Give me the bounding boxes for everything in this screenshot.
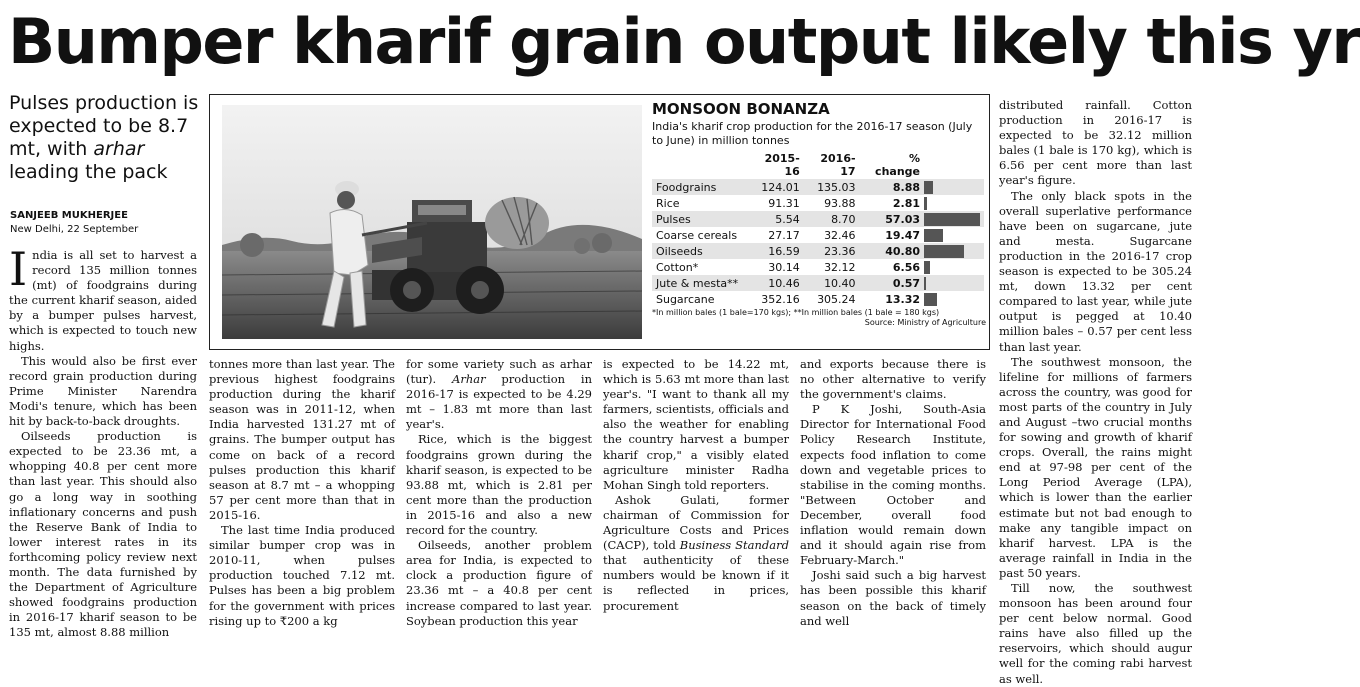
change-bar	[924, 197, 927, 210]
paragraph: This would also be first ever record grain production during Prime Minister Narendra Modi's tenure, which has been hit by back-to-back droughts.	[9, 353, 197, 429]
crop-name: Jute & mesta**	[652, 275, 748, 291]
value-2015-16: 16.59	[748, 243, 804, 259]
percent-change: 13.32	[885, 292, 920, 306]
percent-change: 8.88	[860, 179, 924, 195]
deck	[9, 92, 199, 184]
bar-cell	[924, 291, 984, 307]
paragraph: and exports because there is no other alternative to verify the government's claims.	[800, 357, 986, 402]
value-2016-17: 32.46	[824, 228, 856, 242]
article-column-3	[406, 357, 592, 628]
deck-emphasis: arhar	[93, 138, 145, 160]
article-column-6	[999, 98, 1192, 686]
paragraph: P K Joshi, South-Asia Director for International Food Policy Research Institute, expects food inflation to come down and vegetable prices to stabilise in the coming months. "Between October and December, overall food inflation would remain down and it should again rise from February-March."	[800, 402, 986, 568]
header-2016-17: 2016-17	[820, 152, 856, 178]
table-row	[652, 227, 984, 243]
bar-cell	[924, 195, 984, 211]
paragraph: The last time India produced similar bumper crop was in 2010-11, when pulses production touched 7.12 mt. Pulses has been a big problem for the government with prices rising up to ₹200 a kg	[209, 523, 395, 628]
value-2016-17: 135.03	[804, 179, 860, 195]
graphic-source: Source: Ministry of Agriculture	[864, 318, 986, 327]
article-column-4	[603, 357, 789, 613]
table-row	[652, 243, 984, 259]
paragraph: Oilseeds, another problem area for India, is expected to clock a production figure of 23.36 mt – a 40.8 per cent increase compared to last year. Soybean production this year	[406, 538, 592, 628]
change-bar	[924, 229, 943, 242]
value-2016-17: 93.88	[824, 196, 856, 210]
paragraph: Oilseeds production is expected to be 23.36 mt, a whopping 40.8 per cent more than last year. This should also go a long way in soothing inflationary concerns and push the Reserve Bank of India to lower interest rates in its forthcoming policy review next month. The data furnished by the Department of Agriculture showed foodgrains production in 2016-17 kharif season to be 135 mt, almost 8.88 million	[9, 429, 197, 640]
paragraph: distributed rainfall. Cotton production in 2016-17 is expected to be 32.12 million bales (1 bale is 170 kg), which is 6.56 per cent more than last year's figure.	[999, 98, 1192, 188]
bar-cell	[924, 179, 984, 195]
header-2015-16: 2015-16	[764, 152, 800, 178]
paragraph: is expected to be 14.22 mt, which is 5.63 mt more than last year's. "I want to thank all my farmers, scientists, officials and also the weather for enabling the country harvest a bumper kharif crop," a visibly elated agriculture minister Radha Mohan Singh told reporters.	[603, 357, 789, 492]
graphic-subtitle: India's kharif crop production for the 2016-17 season (July to June) in million tonnes	[652, 120, 973, 147]
byline-dateline: New Delhi, 22 September	[10, 224, 139, 235]
percent-change: 0.57	[860, 275, 924, 291]
bar-cell	[924, 211, 984, 227]
value-2015-16: 91.31	[768, 196, 800, 210]
farmers-harvest-illustration	[222, 105, 642, 339]
paragraph: The only black spots in the overall superlative performance have been on sugarcane, jute and mesta. Sugarcane production in the 2016-17 crop season is expected to be 305.24 mt, down 13.32 per cent compared to last year, while jute output is pegged at 10.40 million bales – 0.57 per cent less than last year.	[999, 188, 1192, 354]
graphic-title: MONSOON BONANZA	[652, 100, 830, 118]
headline: Bumper kharif grain output likely this yr	[8, 5, 1360, 78]
value-2015-16: 27.17	[768, 228, 800, 242]
header-crop	[652, 151, 748, 179]
change-bar	[924, 277, 926, 290]
value-2016-17: 23.36	[804, 243, 860, 259]
deck-text-end: leading the pack	[9, 161, 168, 183]
bar-cell	[924, 275, 984, 291]
value-2015-16: 10.46	[748, 275, 804, 291]
paragraph: The southwest monsoon, the lifeline for millions of farmers across the country, was good for most parts of the country in July and August –two crucial months for sowing and growth of kharif crops. Overall, the rains might end at 97-98 per cent of the Long Period Average (LPA), which is lower than the earlier estimate but not bad enough to make any tangible impact on kharif harvest. LPA is the average rainfall in India in the past 50 years.	[999, 354, 1192, 580]
change-bar	[924, 261, 930, 274]
crop-name: Oilseeds	[652, 243, 748, 259]
table-row	[652, 275, 984, 291]
paragraph: Till now, the southwest monsoon has been around four per cent below normal. Good rains have also filled up the reservoirs, which should augur well for the coming rabi harvest as well.	[999, 581, 1192, 686]
value-2016-17: 32.12	[824, 260, 856, 274]
graphic-footnote: *In million bales (1 bale=170 kgs); **In million bales (1 bale = 180 kgs)	[652, 308, 940, 317]
table-row	[652, 259, 984, 275]
harvest-photo	[222, 105, 642, 339]
crop-name: Rice	[656, 196, 680, 210]
bar-cell	[924, 259, 984, 275]
paragraph: India is all set to harvest a record 135 million tonnes (mt) of foodgrains during the current kharif season, aided by a bumper pulses harvest, which is expected to touch new highs.	[9, 242, 197, 353]
crop-name: Pulses	[652, 211, 748, 227]
paragraph: tonnes more than last year. The previous highest foodgrains production during the kharif season was in 2011-12, when India harvested 131.27 mt of grains. The bumper output has come on back of a record pulses production this kharif season at 8.7 mt – a whopping 57 per cent more than that in 2015-16.	[209, 357, 395, 522]
change-bar	[924, 213, 980, 226]
article-column-2	[209, 357, 395, 628]
crop-production-graphic	[652, 101, 986, 345]
table-row	[652, 179, 984, 195]
photo-graphic-box	[209, 94, 990, 350]
crop-name: Cotton*	[656, 260, 699, 274]
value-2015-16: 352.16	[761, 292, 800, 306]
article-column-5	[800, 357, 986, 628]
value-2016-17: 8.70	[804, 211, 860, 227]
percent-change: 40.80	[860, 243, 924, 259]
paragraph: for some variety such as arhar (tur). Arhar production in 2016-17 is expected to be 4.29 mt – 1.83 mt more than last year's.	[406, 357, 592, 432]
change-bar	[924, 245, 964, 258]
header-bar	[924, 151, 984, 179]
value-2015-16: 124.01	[748, 179, 804, 195]
table-row	[652, 291, 984, 307]
deck-text: Pulses production is expected to be 8.7 mt, with	[9, 92, 199, 160]
table-header-row	[652, 151, 984, 179]
paragraph: Rice, which is the biggest foodgrains grown during the kharif season, is expected to be 93.88 mt, which is 2.81 per cent more than the production in 2015-16 and also a new record for the country.	[406, 432, 592, 538]
table-row	[652, 211, 984, 227]
change-bar	[924, 181, 933, 194]
value-2015-16: 5.54	[748, 211, 804, 227]
percent-change: 57.03	[860, 211, 924, 227]
change-bar	[924, 293, 937, 306]
paragraph: Ashok Gulati, former chairman of Commission for Agriculture Costs and Prices (CACP), told Business Standard that authenticity of these numbers would be known if it is reflected in prices, procurement	[603, 492, 789, 613]
paragraph: Joshi said such a big harvest has been possible this kharif season on the back of timely and well	[800, 568, 986, 628]
percent-change: 6.56	[892, 260, 920, 274]
bar-cell	[924, 227, 984, 243]
table-row	[652, 195, 984, 211]
crop-name: Sugarcane	[656, 292, 715, 306]
percent-change: 19.47	[885, 228, 920, 242]
crop-name: Coarse cereals	[656, 228, 738, 242]
crop-name: Foodgrains	[652, 179, 748, 195]
value-2016-17: 305.24	[817, 292, 856, 306]
header-change: % change	[875, 152, 920, 178]
value-2015-16: 30.14	[768, 260, 800, 274]
percent-change: 2.81	[892, 196, 920, 210]
article-column-1	[9, 242, 197, 640]
drop-cap: I	[9, 242, 28, 296]
crop-table	[652, 151, 984, 307]
value-2016-17: 10.40	[804, 275, 860, 291]
byline	[10, 209, 200, 237]
byline-author: SANJEEB MUKHERJEE	[10, 210, 128, 221]
bar-cell	[924, 243, 984, 259]
